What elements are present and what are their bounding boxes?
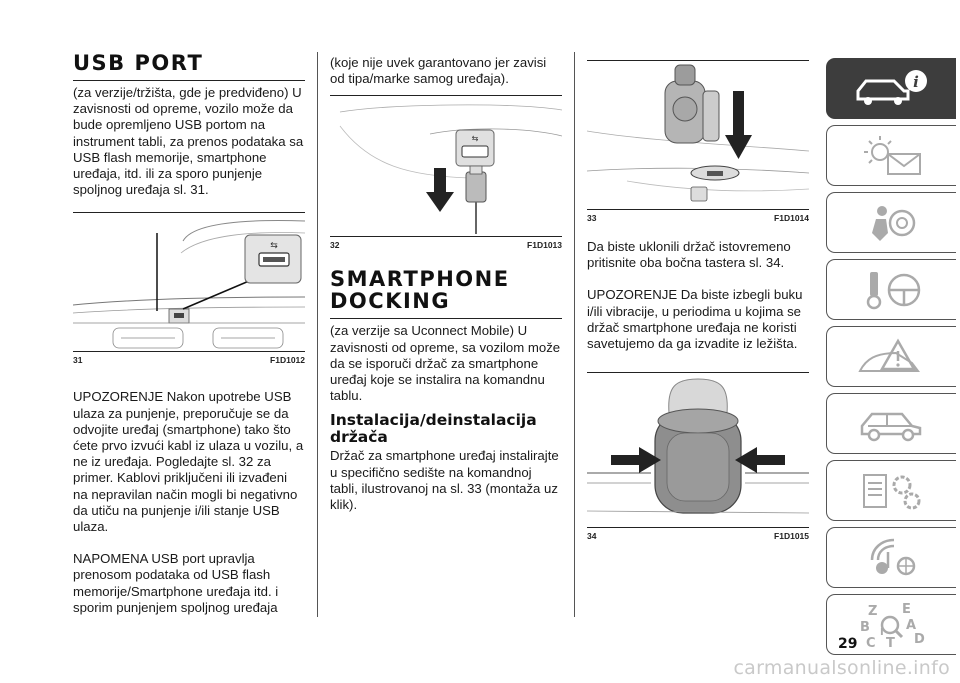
column-1: [73, 52, 305, 616]
index-letter: E: [901, 601, 911, 617]
figure-bottom-rule: [587, 209, 809, 210]
figure-code: F1D1014: [774, 213, 809, 223]
tools-gears-icon: [852, 469, 932, 513]
warning-triangle-car-icon: [852, 335, 932, 379]
figure-caption: [587, 531, 809, 541]
figure-32: [330, 95, 562, 250]
svg-text:⇆: ⇆: [471, 134, 479, 144]
figure-number: 33: [587, 213, 597, 223]
index-letter: C: [865, 635, 876, 649]
page-number: 29: [838, 636, 858, 652]
column-2: [330, 55, 562, 513]
tab-safety[interactable]: [826, 192, 956, 253]
figure-number: 34: [587, 531, 597, 542]
title-rule: [330, 318, 562, 319]
column-divider: [317, 52, 318, 617]
tab-starting-driving[interactable]: [826, 259, 956, 320]
title-rule: [73, 80, 305, 81]
watermark-text: carmanualsonline.info: [733, 657, 950, 679]
index-letter: I: [879, 626, 884, 638]
figure-code: F1D1012: [270, 355, 305, 366]
figure-caption: [587, 213, 809, 223]
figure-31: [73, 212, 305, 365]
usb-warning-paragraph: UPOZORENJE Nakon upotrebe USB ulaza za punjenje, preporučuje se da odvojite uređaj (smartphone) tako što ćete prvo izvući kabl iz ulaza u vozilu, a ne iz uređaja. Pogledajte sl. 32 za primer. Kablovi priključeni ili izvađeni na nepravilan način mogli bi negativno da utiču na punjenje i/ili stanje USB ulaza.: [73, 389, 304, 535]
tab-car-info[interactable]: [826, 58, 956, 119]
figure-code: F1D1013: [527, 240, 562, 251]
chapter-tabs: [826, 58, 956, 661]
tab-multimedia[interactable]: [826, 527, 956, 588]
index-letter: Z: [867, 603, 877, 619]
docking-install-paragraph: Držač za smartphone uređaj instalirajte u specifično sedište na komandnoj tabli, ilustrovanoj na sl. 33 (montaža uz klik).: [330, 448, 559, 513]
remove-holder-paragraph: Da biste uklonili držač istovremeno pritisnite oba bočna tastera sl. 34.: [587, 239, 791, 271]
figure-number: 31: [73, 355, 83, 366]
usb-port-illustration: [73, 213, 305, 351]
usb-note-paragraph: NAPOMENA USB port upravlja prenosom podataka od USB flash memorije/Smartphone uređaja itd. i sporim punjenjem spoljnog uređaja: [73, 551, 279, 615]
index-letter: A: [905, 617, 916, 633]
tab-technical-data[interactable]: [826, 460, 956, 521]
docking-intro-paragraph: (za verzije sa Uconnect Mobile) U zavisnosti od opreme, sa vozilom može da se isporuči držač za smartphone uređaj koje se instalira na komandnu tablu.: [330, 323, 561, 404]
holder-release-illustration: [587, 373, 809, 527]
docking-warning-paragraph: UPOZORENJE Da biste izbegli buku i/ili vibracije, u periodima u kojima se držač smartphone uređaja ne koristi savetujemo da ga izvadite iz ležišta.: [587, 287, 803, 352]
index-letter: T: [885, 635, 895, 649]
figure-bottom-rule: [587, 527, 809, 528]
figure-33: [587, 60, 809, 223]
alphabet-index-icon: [852, 601, 932, 649]
car-info-icon: [852, 67, 932, 111]
column-divider: [574, 52, 575, 617]
sun-envelope-icon: [852, 134, 932, 178]
index-letter: D: [913, 631, 925, 647]
figure-number: 32: [330, 240, 340, 251]
figure-code: F1D1015: [774, 531, 809, 542]
subsection-title: Instalacija/deinstalacija držača: [330, 411, 537, 447]
figure-bottom-rule: [330, 236, 562, 237]
column-3: [587, 60, 809, 541]
tab-maintenance[interactable]: [826, 393, 956, 454]
tab-emergency[interactable]: [826, 326, 956, 387]
airbag-icon: [852, 201, 932, 245]
key-steering-icon: [852, 268, 932, 312]
figure-caption: [73, 355, 305, 365]
continued-paragraph: (koje nije uvek garantovano jer zavisi od tipa/marke samog uređaja).: [330, 55, 547, 87]
tab-lights-messages[interactable]: [826, 125, 956, 186]
figure-caption: [330, 240, 562, 250]
section-title-usb-port: USB PORT: [73, 51, 204, 75]
svg-text:i: i: [912, 72, 919, 91]
index-letter: B: [859, 619, 870, 635]
svg-text:⇆: ⇆: [270, 241, 278, 252]
figure-bottom-rule: [73, 351, 305, 352]
holder-install-illustration: [587, 61, 809, 209]
usb-unplug-illustration: [330, 96, 562, 236]
media-note-icon: [852, 536, 932, 580]
usb-intro-paragraph: (za verzije/tržišta, gde je predviđeno) U zavisnosti od opreme, vozilo može da bude opremljeno USB portom na instrument tabli, za prenos podataka sa USB flash memorije, smartphone uređaja, itd. ili za sporo punjenje spoljnog uređaja sl. 31.: [73, 85, 304, 198]
figure-34: [587, 372, 809, 541]
car-side-icon: [852, 402, 932, 446]
section-title-smartphone-docking: SMARTPHONE DOCKING: [330, 267, 510, 314]
